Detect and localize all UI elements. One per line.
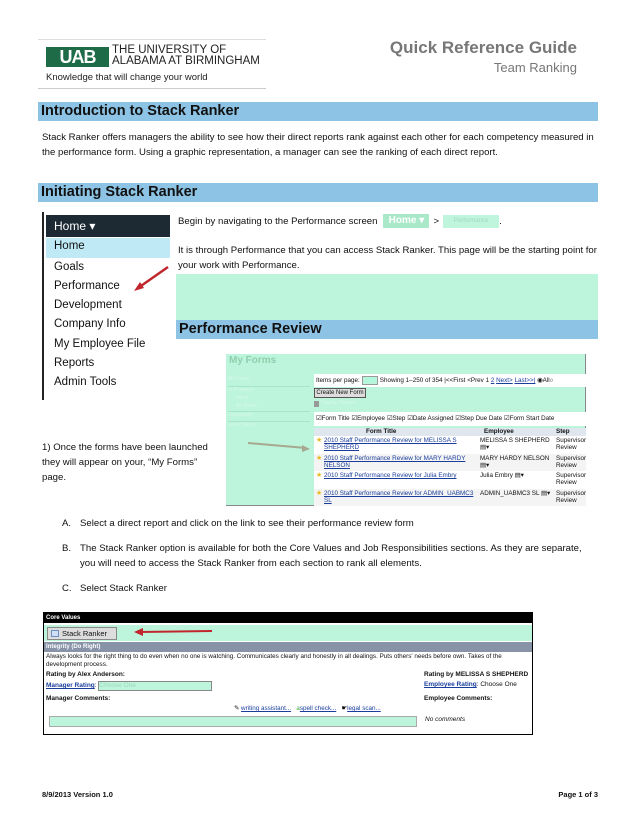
nav-in-progress[interactable]: In Progress [228,387,254,393]
display-options[interactable]: Display Options [321,400,357,406]
employee-name: ADMIN_UABMC3 SL ▤▾ [480,489,551,497]
check-employee[interactable]: Employee [357,415,386,422]
col-employee: Employee [484,428,514,435]
logo-line2: ALABAMA AT BIRMINGHAM [112,55,260,67]
footer-page: Page 1 of 3 [558,790,598,799]
manager-comments-textarea[interactable] [49,716,417,727]
home-menu-header[interactable]: Home ▾ [46,215,170,237]
header-rule-bottom [38,88,266,89]
table-row [314,489,586,507]
employee-rating-link[interactable]: Employee Rating [424,681,477,688]
check-date-assigned[interactable]: Date Assigned [412,415,454,422]
step: Supervisor Review [556,454,587,469]
stack-ranker-bar [44,625,532,641]
employee-name: Julia Embry ▤▾ [480,472,524,479]
employee-name-text: ADMIN_UABMC3 SL [480,489,540,497]
star-icon: ★ [316,472,323,479]
menu-item-my-employee-file[interactable]: My Employee File [54,338,146,350]
form-title-link[interactable]: 2010 Staff Performance Review for Julia Embry [324,472,457,479]
column-checkboxes: ☑Form Title ☑Employee ☑Step ☑Date Assigned ☑Step Due Date ☑Form Start Date [314,412,586,426]
last-link[interactable]: Last>>| [514,377,536,384]
gray-arrow-icon [246,440,312,454]
employee-name: MELISSA S SHEPHERD ▤▾ [480,437,550,451]
nav-form-status[interactable]: Form Status [228,422,256,428]
header-rule-top [38,39,266,40]
all-radio-label[interactable]: All [542,377,550,384]
rating-by-employee: Rating by MELISSA S SHEPHERD [424,671,529,678]
collapse-icon[interactable] [314,401,319,407]
table-row [314,454,586,472]
uab-logo: UAB [46,47,109,67]
nav-en-route[interactable]: En Route [228,403,310,412]
period: . [499,215,502,227]
menu-item-admin-tools[interactable]: Admin Tools [54,376,117,388]
legal-scan-link[interactable]: legal scan... [347,705,381,712]
step: Supervisor Review [556,489,587,504]
home-button-image: Home ▾ [383,214,429,228]
employee-rating-value: Choose One [480,681,517,688]
intro-paragraph: Stack Ranker offers managers the ability to see how their direct reports rank against each other for each competency measured in the performance form. Using a graphic representation, a manager can see the ranking of each direct report. [42,132,594,158]
star-icon: ★ [316,489,323,497]
items-per-page-label: Items per page: [316,377,360,384]
rating-by-manager: Rating by Alex Anderson: [46,671,125,678]
doc-title: Quick Reference Guide [389,38,577,57]
section-heading-intro: Introduction to Stack Ranker [38,102,598,121]
employee-name-text: MELISSA S SHEPHERD [480,437,550,444]
employee-name-text: Julia Embry [480,472,513,479]
comment-tools: ✎ writing assistant... aspell check... ☛legal scan... [234,705,381,712]
first-link[interactable]: |<<First [444,377,466,384]
no-comments: No comments [425,716,466,723]
my-forms-screenshot [226,354,586,506]
stack-ranker-label: Stack Ranker [62,629,108,638]
core-values-header: Core Values [44,613,532,623]
check-form-title[interactable]: Form Title [321,415,350,422]
section-heading-initiating: Initiating Stack Ranker [38,183,598,202]
breadcrumb-separator: > [433,215,440,227]
create-new-form-button[interactable]: Create New Form [314,388,366,398]
star-icon: ★ [316,454,323,462]
red-arrow-icon [132,264,172,294]
step-a-text: Select a direct report and click on the link to see their performance review form [80,518,414,529]
manager-rating-row: Manager Rating: Choose One [46,681,212,691]
competency-description: Always looks for the right thing to do even when no one is watching. Communicates clearly and honestly in all dealings. Puts others' needs before own. Takes of the development process. [46,653,502,668]
nav-completed[interactable]: Completed [228,412,310,422]
step: Supervisor Review [556,437,587,451]
employee-comments-label: Employee Comments: [424,695,493,702]
col-form-title: Form Title [366,428,397,435]
page-2-link[interactable]: 2 [490,377,495,384]
col-step: Step [556,428,570,435]
menu-item-goals[interactable]: Goals [54,261,85,273]
home-menu-screenshot [42,212,170,400]
menu-item-company-info[interactable]: Company Info [54,318,126,330]
table-row [314,471,586,489]
manager-comments-label: Manager Comments: [46,695,111,702]
table-header [314,428,586,436]
competency-header: Integrity (Do Right) [44,642,532,652]
step: Supervisor Review [556,472,587,486]
section-heading-performance-review: Performance Review [176,320,598,339]
showing-count: Showing 1–250 of 354 [379,377,443,384]
home-btn-label: Home [388,215,417,226]
employee-name: MARY HARDY NELSON ▤▾ [480,454,550,469]
nav-all-forms[interactable]: All Forms [228,376,310,387]
menu-item-performance[interactable]: Performance [54,280,120,292]
employee-name-text: MARY HARDY NELSON [480,454,550,462]
menu-item-reports[interactable]: Reports [54,357,95,369]
prev-link[interactable]: <Prev [467,377,484,384]
next-link[interactable]: Next> [496,377,513,384]
begin-row [178,213,502,229]
grid-icon [51,630,59,637]
menu-item-home[interactable]: Home [54,240,85,252]
menu-item-development[interactable]: Development [54,299,122,311]
form-title-link[interactable]: 2010 Staff Performance Review for MARY HARDY NELSON [324,454,466,469]
step-b-letter: B. [62,543,72,554]
core-values-screenshot [43,612,533,735]
manager-rating-select[interactable]: Choose One [98,681,212,691]
red-arrow-icon [134,627,214,637]
forms-table [314,428,586,506]
begin-text-label: Begin by navigating to the Performance screen [178,215,378,227]
step-c-letter: C. [62,583,72,594]
check-step-due-date[interactable]: Step Due Date [460,415,503,422]
pagination-bar: Items per page: 250 Showing 1–250 of 354 |<<First <Prev 1 2 Next> Last>>| ◉All○ [314,374,586,387]
logo-line1: THE UNIVERSITY OF [112,44,227,56]
manager-rating-link[interactable]: Manager Rating [46,682,95,689]
performance-button-image: Performance [443,215,499,228]
through-text: It is through Performance that you can access Stack Ranker. This page will be the starting point for your work with Performance. [178,245,597,271]
nav-inbox[interactable]: Inbox [236,395,249,401]
footer-date-version: 8/9/2013 Version 1.0 [42,790,113,799]
page-1: 1 [485,377,490,384]
spell-check-link[interactable]: spell check... [299,705,337,712]
step-c-text: Select Stack Ranker [80,583,167,594]
form-title-link[interactable]: 2010 Staff Performance Review for MELISSA S SHEPHERD [324,437,457,451]
table-row [314,436,586,454]
writing-assistant-link[interactable]: writing assistant... [241,705,292,712]
employee-rating-row: Employee Rating: Choose One [424,681,517,688]
star-icon: ★ [316,437,323,444]
doc-subtitle: Team Ranking [493,60,577,75]
my-forms-nav [228,376,310,432]
items-per-page-select[interactable]: 250 [362,376,379,385]
check-step[interactable]: Step [392,415,406,422]
step-b-text: The Stack Ranker option is available for both the Core Values and Job Responsibilities sections. As they are separate, you will need to access the Stack Ranker from each section to rank all elements. [80,543,582,569]
green-placeholder [176,274,598,320]
step-a-letter: A. [62,518,72,529]
my-forms-title: My Forms [229,355,277,366]
step-1-text: 1) Once the forms have been launched they will appear on your, “My Forms” page. [42,442,208,483]
check-form-start-date[interactable]: Form Start Date [509,415,555,422]
stack-ranker-button[interactable] [47,627,117,640]
university-name [112,45,260,67]
form-title-link[interactable]: 2010 Staff Performance Review for ADMIN_UABMC3 SL [324,489,474,504]
home-menu-header-label: Home [54,219,87,233]
tagline: Knowledge that will change your world [46,72,208,83]
